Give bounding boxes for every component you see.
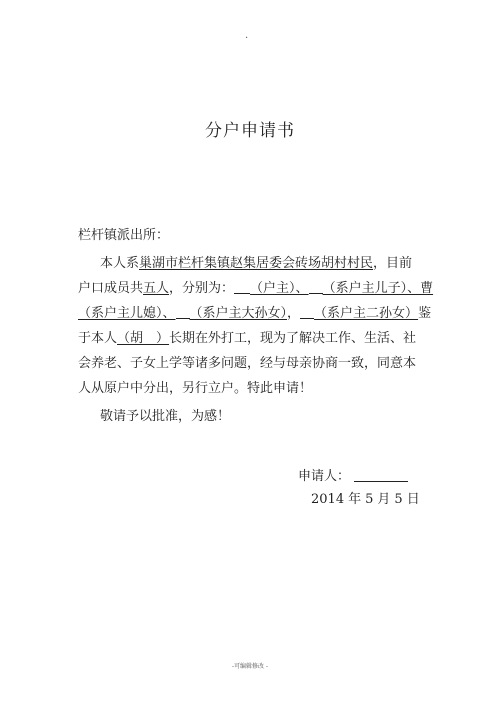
date-year: 2014 [311,492,345,507]
body-line-3 [78,304,431,324]
member-3: （系户主儿媳）、 [78,306,176,321]
page-title: 分户申请书 [205,121,295,141]
signature-row [298,465,408,484]
body-line-2 [78,279,433,299]
top-mark: . [245,30,249,41]
date-month: 5 [365,492,374,507]
member-2: （系户主儿子）、曹 [322,281,434,296]
line4-suffix: 长期在外打工，现为了解决工作、生活、社 [169,331,417,346]
member-4: （系户主大孙女） [189,306,288,321]
name-blank-2 [309,279,323,294]
body-line-1 [100,254,412,274]
body-line-4 [78,329,416,349]
applicant-name: （胡 ） [117,331,170,346]
date-day: 5 [394,492,403,507]
member-5: （系户主二孙女） [314,306,419,321]
signature-line [354,467,408,482]
name-blank-4 [300,304,314,319]
signature-label: 申请人： [298,469,351,484]
member-1: （户主）、 [250,281,309,296]
date-year-unit: 年 [348,492,362,507]
name-blank-1 [234,279,250,294]
line3-end: 鉴 [418,306,432,321]
address: 巢湖市栏杆集镇赵集居委会砖场胡村村民 [139,256,374,271]
date-day-unit: 日 [406,492,420,507]
closing-line: 敬请予以批准，为感！ [100,409,231,424]
member-count: 五人 [143,281,170,296]
line1-prefix: 本人系 [100,256,140,271]
name-blank-3 [176,304,190,319]
line2-prefix: 户口成员共 [78,281,144,296]
date-row [311,488,424,507]
line4-prefix: 于本人 [78,331,118,346]
salutation: 栏杆镇派出所： [78,228,170,243]
date-month-unit: 月 [377,492,391,507]
line1-suffix: ，目前 [373,256,413,271]
line2-mid: ，分别为： [169,281,235,296]
body-line-5: 会养老、子女上学等诸多问题，经与母亲协商一致，同意本 [78,356,417,371]
page-footer: -可编辑修改 - [232,663,268,670]
line3-sep: ， [287,306,301,321]
body-line-6: 人从原户中分出，另行立户。特此申请！ [78,381,313,396]
